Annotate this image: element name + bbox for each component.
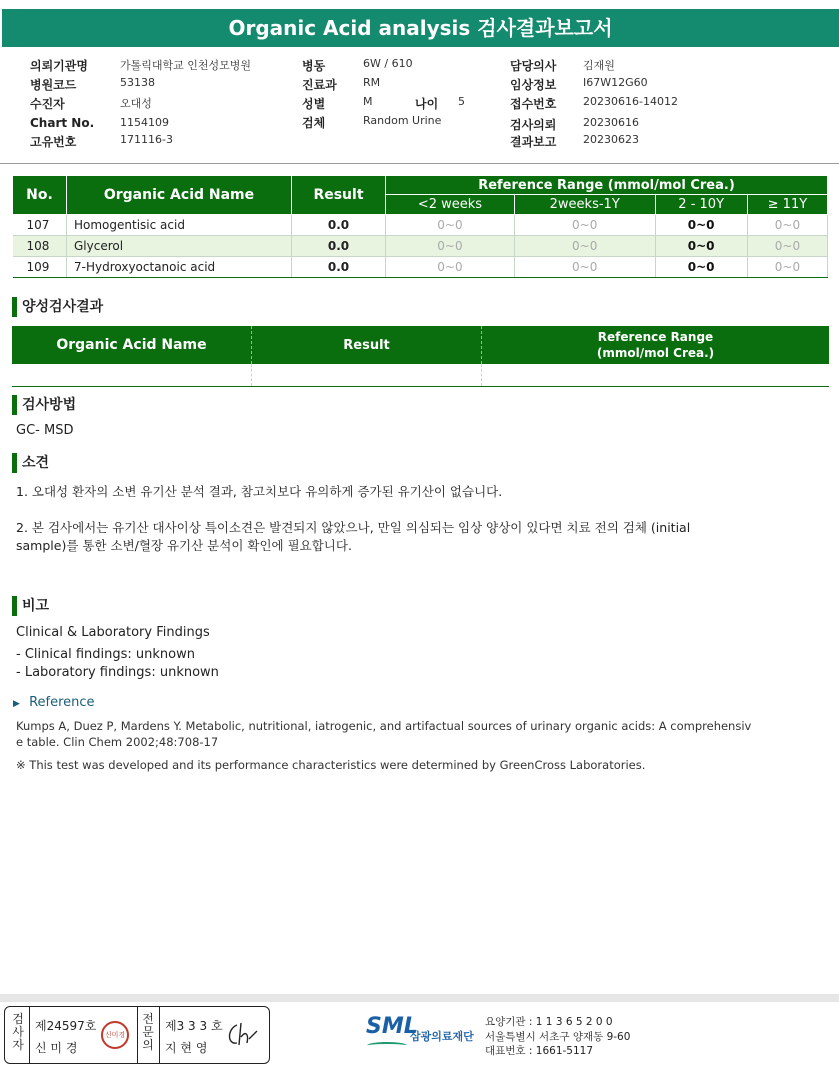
value-doctor: 김재원 xyxy=(583,59,615,72)
signature-icon xyxy=(223,1019,263,1051)
footer-band xyxy=(0,994,839,1002)
header-ref-2-10y: 2 - 10Y xyxy=(655,195,747,215)
row-ref: 0~0 xyxy=(747,215,827,236)
row-ref: 0~0 xyxy=(747,236,827,257)
divider xyxy=(159,1007,160,1063)
header-no: No. xyxy=(13,176,67,215)
section-positive-results: 양성검사결과 xyxy=(12,297,103,317)
phone: 대표번호 : 1661-5117 xyxy=(485,1045,594,1057)
remarks-laboratory: - Laboratory findings: unknown xyxy=(16,665,219,680)
section-method: 검사방법 xyxy=(12,395,76,415)
row-ref: 0~0 xyxy=(514,215,655,236)
value-receipt-no: 20230616-14012 xyxy=(583,95,678,108)
row-ref: 0~0 xyxy=(655,257,747,278)
row-ref: 0~0 xyxy=(514,236,655,257)
header-reference-range: Reference Range (mmol/mol Crea.) xyxy=(386,176,828,195)
positive-header-ref-line1: Reference Range xyxy=(597,330,714,344)
address: 서울특별시 서초구 양재동 9-60 xyxy=(485,1031,631,1043)
header-ref-2weeks-1y: 2weeks-1Y xyxy=(514,195,655,215)
value-patient: 오대성 xyxy=(120,97,152,110)
label-clinical-info: 임상정보 xyxy=(510,78,557,92)
value-ward: 6W / 610 xyxy=(363,57,413,70)
value-clinical-info: I67W12G60 xyxy=(583,76,648,89)
value-department: RM xyxy=(363,76,381,89)
row-ref: 0~0 xyxy=(386,236,515,257)
findings-line2b: sample)를 통한 소변/혈장 유기산 분석이 확인에 필요합니다. xyxy=(16,538,352,553)
label-department: 진료과 xyxy=(302,78,337,92)
value-report-date: 20230623 xyxy=(583,133,639,146)
report-title: Organic Acid analysis 검사결과보고서 xyxy=(2,9,839,47)
results-table xyxy=(12,175,828,278)
empty-cell xyxy=(252,364,482,387)
value-age: 5 xyxy=(458,95,465,108)
table-row xyxy=(13,257,828,278)
label-requesting-institution: 의뢰기관명 xyxy=(30,59,88,73)
divider xyxy=(29,1007,30,1063)
row-ref: 0~0 xyxy=(747,257,827,278)
row-ref: 0~0 xyxy=(386,215,515,236)
remarks-clinical: - Clinical findings: unknown xyxy=(16,647,195,662)
row-ref: 0~0 xyxy=(655,236,747,257)
label-hospital-code: 병원코드 xyxy=(30,78,77,92)
signature-box xyxy=(4,1006,270,1064)
empty-cell xyxy=(12,364,252,387)
value-requesting-institution: 가톨릭대학교 인천성모병원 xyxy=(120,59,252,72)
patient-info xyxy=(0,50,839,160)
org-name: 삼광의료재단 xyxy=(410,1030,474,1043)
doctor-license-no: 제3 3 3 호 xyxy=(165,1019,223,1033)
header-ref-lt2weeks: <2 weeks xyxy=(386,195,515,215)
section-findings: 소견 xyxy=(12,453,49,473)
value-unique-no: 171116-3 xyxy=(120,133,173,146)
divider xyxy=(137,1007,138,1063)
reference-note: ※ This test was developed and its performance characteristics were determined by GreenCross Laboratories. xyxy=(16,758,646,772)
label-report-date: 결과보고 xyxy=(510,135,557,149)
reference-text-2: e table. Clin Chem 2002;48:708-17 xyxy=(16,735,219,749)
table-row xyxy=(13,236,828,257)
row-ref: 0~0 xyxy=(386,257,515,278)
header-ref-gte11y: ≥ 11Y xyxy=(747,195,827,215)
seal-stamp: 신미경 xyxy=(101,1021,129,1049)
positive-results-table xyxy=(12,326,829,387)
value-request-date: 20230616 xyxy=(583,116,639,129)
row-no: 109 xyxy=(13,257,67,278)
label-sex: 성별 xyxy=(302,97,326,111)
row-name: Glycerol xyxy=(67,236,292,257)
row-result: 0.0 xyxy=(292,236,386,257)
empty-cell xyxy=(482,364,830,387)
doctor-label: 전문의 xyxy=(142,1012,154,1052)
logo-swoosh-icon xyxy=(367,1042,407,1049)
row-no: 107 xyxy=(13,215,67,236)
row-ref: 0~0 xyxy=(514,257,655,278)
reference-label: Reference xyxy=(29,695,95,710)
row-result: 0.0 xyxy=(292,257,386,278)
institution-code: 요양기관 : 1 1 3 6 5 2 0 0 xyxy=(485,1016,613,1028)
label-doctor: 담당의사 xyxy=(510,59,557,73)
tester-name: 신 미 경 xyxy=(35,1041,78,1055)
table-row xyxy=(12,364,829,387)
label-ward: 병동 xyxy=(302,59,326,73)
label-age: 나이 xyxy=(415,97,439,111)
reference-heading xyxy=(13,695,95,710)
value-hospital-code: 53138 xyxy=(120,76,155,89)
positive-header-name: Organic Acid Name xyxy=(12,326,252,364)
findings-line1: 1. 오대성 환자의 소변 유기산 분석 결과, 참고치보다 유의하게 증가된 유기산이 없습니다. xyxy=(16,484,503,499)
label-unique-no: 고유번호 xyxy=(30,135,77,149)
value-sex: M xyxy=(363,95,373,108)
row-ref: 0~0 xyxy=(655,215,747,236)
remarks-heading: Clinical & Laboratory Findings xyxy=(16,625,210,640)
doctor-name: 지 현 영 xyxy=(165,1041,208,1055)
tester-label: 검사자 xyxy=(12,1012,24,1052)
label-patient: 수진자 xyxy=(30,97,65,111)
divider xyxy=(0,163,839,164)
value-specimen: Random Urine xyxy=(363,114,442,127)
label-specimen: 검체 xyxy=(302,116,326,130)
label-chart-no: Chart No. xyxy=(30,116,95,130)
header-result: Result xyxy=(292,176,386,215)
findings-line2a: 2. 본 검사에서는 유기산 대사이상 특이소견은 발견되지 않았으나, 만일 의심되는 임상 양상이 있다면 치료 전의 검체 (initial xyxy=(16,520,691,535)
method-text: GC- MSD xyxy=(16,423,74,438)
row-name: Homogentisic acid xyxy=(67,215,292,236)
label-receipt-no: 접수번호 xyxy=(510,97,557,111)
value-chart-no: 1154109 xyxy=(120,116,169,129)
reference-text-1: Kumps A, Duez P, Mardens Y. Metabolic, nutritional, iatrogenic, and artifactual sources of urinary organic acids: A comprehensiv xyxy=(16,719,752,733)
sml-logo: SML xyxy=(366,1014,418,1039)
tester-license-no: 제24597호 xyxy=(35,1019,97,1033)
row-no: 108 xyxy=(13,236,67,257)
row-result: 0.0 xyxy=(292,215,386,236)
table-row xyxy=(13,215,828,236)
section-remarks: 비고 xyxy=(12,596,49,616)
triangle-right-icon: ▶ xyxy=(13,699,20,709)
header-name: Organic Acid Name xyxy=(67,176,292,215)
label-request-date: 검사의뢰 xyxy=(510,118,557,132)
positive-header-result: Result xyxy=(252,326,482,364)
positive-header-reference xyxy=(482,326,830,364)
positive-header-ref-line2: (mmol/mol Crea.) xyxy=(596,346,715,360)
row-name: 7-Hydroxyoctanoic acid xyxy=(67,257,292,278)
